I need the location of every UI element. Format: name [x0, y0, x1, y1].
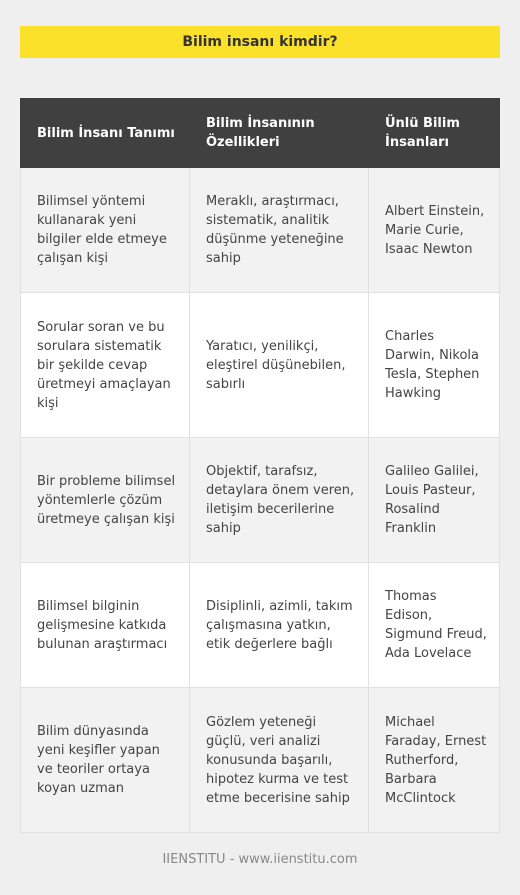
cell-definition: Bilimsel bilginin gelişmesine katkıda bulunan araştırmacı [21, 563, 190, 688]
cell-definition: Bilimsel yöntemi kullanarak yeni bilgiler elde etmeye çalışan kişi [21, 168, 190, 293]
cell-traits: Objektif, tarafsız, detaylara önem veren, iletişim becerilerine sahip [190, 438, 369, 563]
cell-definition: Bir probleme bilimsel yöntemlerle çözüm üretmeye çalışan kişi [21, 438, 190, 563]
cell-scientists: Charles Darwin, Nikola Tesla, Stephen Hawking [369, 293, 500, 438]
cell-traits: Yaratıcı, yenilikçi, eleştirel düşünebilen, sabırlı [190, 293, 369, 438]
cell-scientists: Michael Faraday, Ernest Rutherford, Barbara McClintock [369, 688, 500, 833]
cell-traits: Gözlem yeteneği güçlü, veri analizi konusunda başarılı, hipotez kurma ve test etme becerisine sahip [190, 688, 369, 833]
header-definition: Bilim İnsanı Tanımı [21, 99, 190, 168]
table-row [21, 293, 500, 438]
table-row [21, 688, 500, 833]
cell-scientists: Galileo Galilei, Louis Pasteur, Rosalind Franklin [369, 438, 500, 563]
header-famous-scientists: Ünlü Bilim İnsanları [369, 99, 500, 168]
cell-scientists: Thomas Edison, Sigmund Freud, Ada Lovelace [369, 563, 500, 688]
page-title: Bilim insanı kimdir? [20, 26, 500, 58]
cell-scientists: Albert Einstein, Marie Curie, Isaac Newton [369, 168, 500, 293]
table-row [21, 563, 500, 688]
header-traits: Bilim İnsanının Özellikleri [190, 99, 369, 168]
cell-traits: Meraklı, araştırmacı, sistematik, analitik düşünme yeteneğine sahip [190, 168, 369, 293]
table-row [21, 168, 500, 293]
table-row [21, 438, 500, 563]
table-header-row [21, 99, 500, 168]
footer-credit: IIENSTITU - www.iienstitu.com [162, 852, 358, 867]
cell-definition: Bilim dünyasında yeni keşifler yapan ve teoriler ortaya koyan uzman [21, 688, 190, 833]
cell-definition: Sorular soran ve bu sorulara sistematik bir şekilde cevap üretmeyi amaçlayan kişi [21, 293, 190, 438]
cell-traits: Disiplinli, azimli, takım çalışmasına yatkın, etik değerlere bağlı [190, 563, 369, 688]
info-table [20, 98, 500, 833]
